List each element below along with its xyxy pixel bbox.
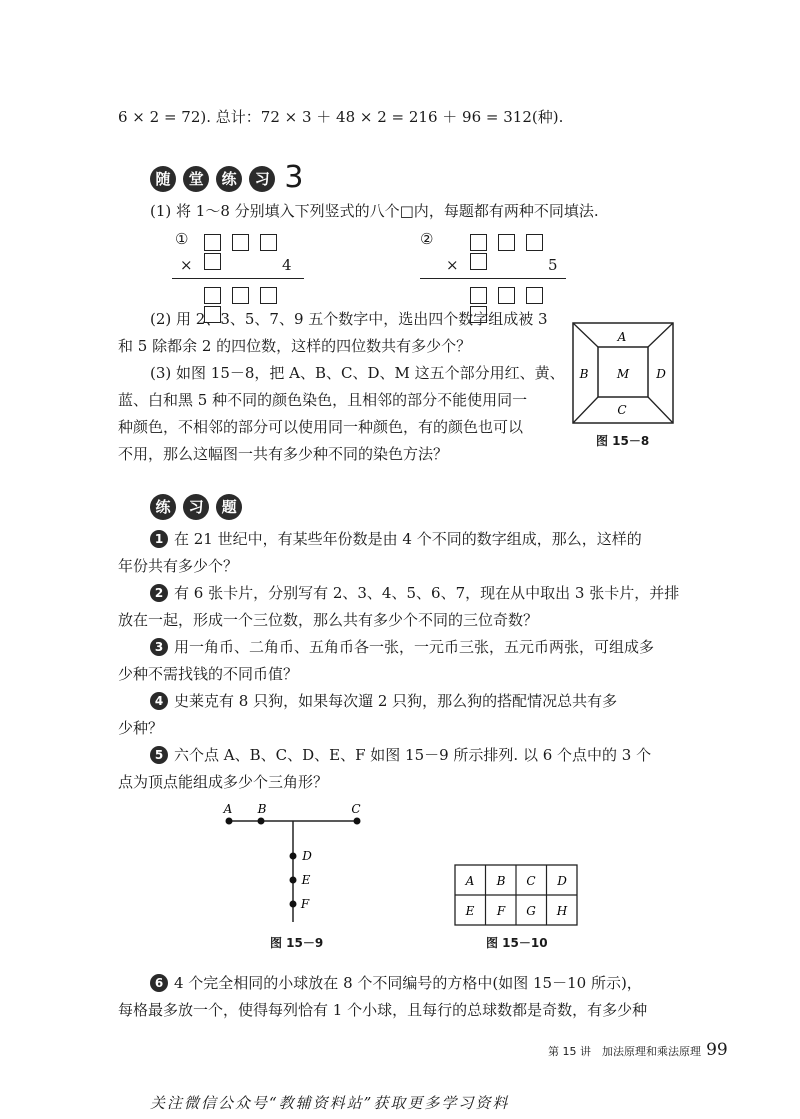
exercise-6-line2: 每格最多放一个，使得每列恰有 1 个小球，且每行的总球数都是奇数，有多少种 [118, 1001, 648, 1019]
times-sign: × [180, 256, 193, 274]
exercise-number: 4 [150, 692, 168, 710]
practice-q3-line3: 种颜色，不相邻的部分可以使用同一种颜色，有的颜色也可以 [118, 418, 524, 436]
grid-cell: A [465, 874, 475, 888]
point-label-a: A [223, 802, 233, 816]
exercise-number: 1 [150, 530, 168, 548]
point-label-b: B [257, 802, 267, 816]
heading-badge: 习 [249, 166, 275, 192]
point-label-f: F [300, 897, 310, 911]
grid-cell: C [526, 874, 536, 888]
multiplier: 4 [282, 256, 292, 274]
exercise-1-line1: 1 在 21 世纪中，有某些年份数是由 4 个不同的数字组成，那么，这样的 [150, 526, 642, 552]
practice-q3-line4: 不用，那么这幅图一共有多少种不同的染色方法？ [118, 445, 449, 463]
grid-cell: F [496, 904, 506, 918]
grid-cell: B [496, 874, 506, 888]
practice-heading [150, 160, 303, 195]
exercise-3-line2: 少种不需找钱的不同币值？ [118, 665, 299, 683]
practice-q3-line2: 蓝、白和黑 5 种不同的颜色染色，且相邻的部分不能使用同一 [118, 391, 528, 409]
grid-cell: E [465, 904, 475, 918]
exercise-4-line2: 少种？ [118, 719, 164, 737]
multiplier: 5 [548, 256, 558, 274]
equation-marker: ② [420, 230, 434, 248]
continuation-line: 6 × 2 = 72). 总计：72 × 3 ＋ 48 × 2 = 216 ＋ 96 = 312(种). [118, 108, 564, 126]
equation-marker: ① [175, 230, 189, 248]
exercise-4-line1: 4 史莱克有 8 只狗，如果每次遛 2 只狗，那么狗的搭配情况总共有多 [150, 688, 617, 714]
page-footer [548, 1040, 728, 1060]
practice-q3-line1: (3) 如图 15－8，把 A、B、C、D、M 这五个部分用红、黄、 [150, 364, 565, 382]
region-label-b: B [579, 367, 589, 381]
practice-q2-line2: 和 5 除都余 2 的四位数，这样的四位数共有多少个？ [118, 337, 472, 355]
bottom-watermark-note: 关注微信公众号“教辅资料站”获取更多学习资料 [150, 1094, 510, 1112]
exercise-5-line1: 5 六个点 A、B、C、D、E、F 如图 15－9 所示排列. 以 6 个点中的 3 个 [150, 742, 651, 768]
exercise-number: 5 [150, 746, 168, 764]
practice-q2-line1: (2) 用 2、3、5、7、9 五个数字中，选出四个数字组成被 3 [150, 310, 548, 328]
times-sign: × [446, 256, 459, 274]
exercise-2-line2: 放在一起，形成一个三位数，那么共有多少个不同的三位奇数？ [118, 611, 539, 629]
region-label-m: M [616, 367, 630, 381]
equation-2 [420, 226, 568, 303]
heading-badge: 堂 [183, 166, 209, 192]
figure-15-8-caption: 图 15－8 [596, 434, 650, 448]
page-number: 99 [706, 1040, 728, 1060]
region-label-c: C [617, 403, 627, 417]
region-label-a: A [617, 330, 627, 344]
practice-q1: (1) 将 1～8 分别填入下列竖式的八个□内，每题都有两种不同填法. [150, 202, 599, 220]
grid-cell: H [556, 904, 568, 918]
grid-cell: G [526, 904, 536, 918]
exercise-number: 6 [150, 974, 168, 992]
grid-cell: D [557, 874, 567, 888]
figure-15-10 [454, 864, 578, 926]
exercise-5-line2: 点为顶点能组成多少个三角形？ [118, 773, 329, 791]
figure-15-10-caption: 图 15－10 [486, 936, 548, 950]
figure-15-8 [572, 322, 674, 424]
point-label-d: D [302, 849, 312, 863]
heading-number: 3 [284, 160, 304, 195]
region-label-d: D [656, 367, 666, 381]
exercise-number: 2 [150, 584, 168, 602]
heading-badge: 题 [216, 494, 242, 520]
exercise-2-line1: 2 有 6 张卡片，分别写有 2、3、4、5、6、7，现在从中取出 3 张卡片，并排 [150, 580, 679, 606]
exercise-3-line1: 3 用一角币、二角币、五角币各一张，一元币三张，五元币两张，可组成多 [150, 634, 654, 660]
figure-15-9-caption: 图 15－9 [270, 936, 324, 950]
exercise-heading [150, 494, 244, 520]
exercise-6-line1: 6 4 个完全相同的小球放在 8 个不同编号的方格中(如图 15－10 所示)， [150, 970, 642, 996]
point-label-e: E [301, 873, 311, 887]
exercise-1-line2: 年份共有多少个？ [118, 557, 239, 575]
lecture-title: 第 15 讲 加法原理和乘法原理 [548, 1045, 701, 1058]
point-label-c: C [351, 802, 361, 816]
heading-badge: 练 [150, 494, 176, 520]
heading-badge: 练 [216, 166, 242, 192]
exercise-number: 3 [150, 638, 168, 656]
heading-badge: 随 [150, 166, 176, 192]
equation-1 [172, 226, 310, 303]
heading-badge: 习 [183, 494, 209, 520]
figure-15-9 [218, 798, 368, 928]
